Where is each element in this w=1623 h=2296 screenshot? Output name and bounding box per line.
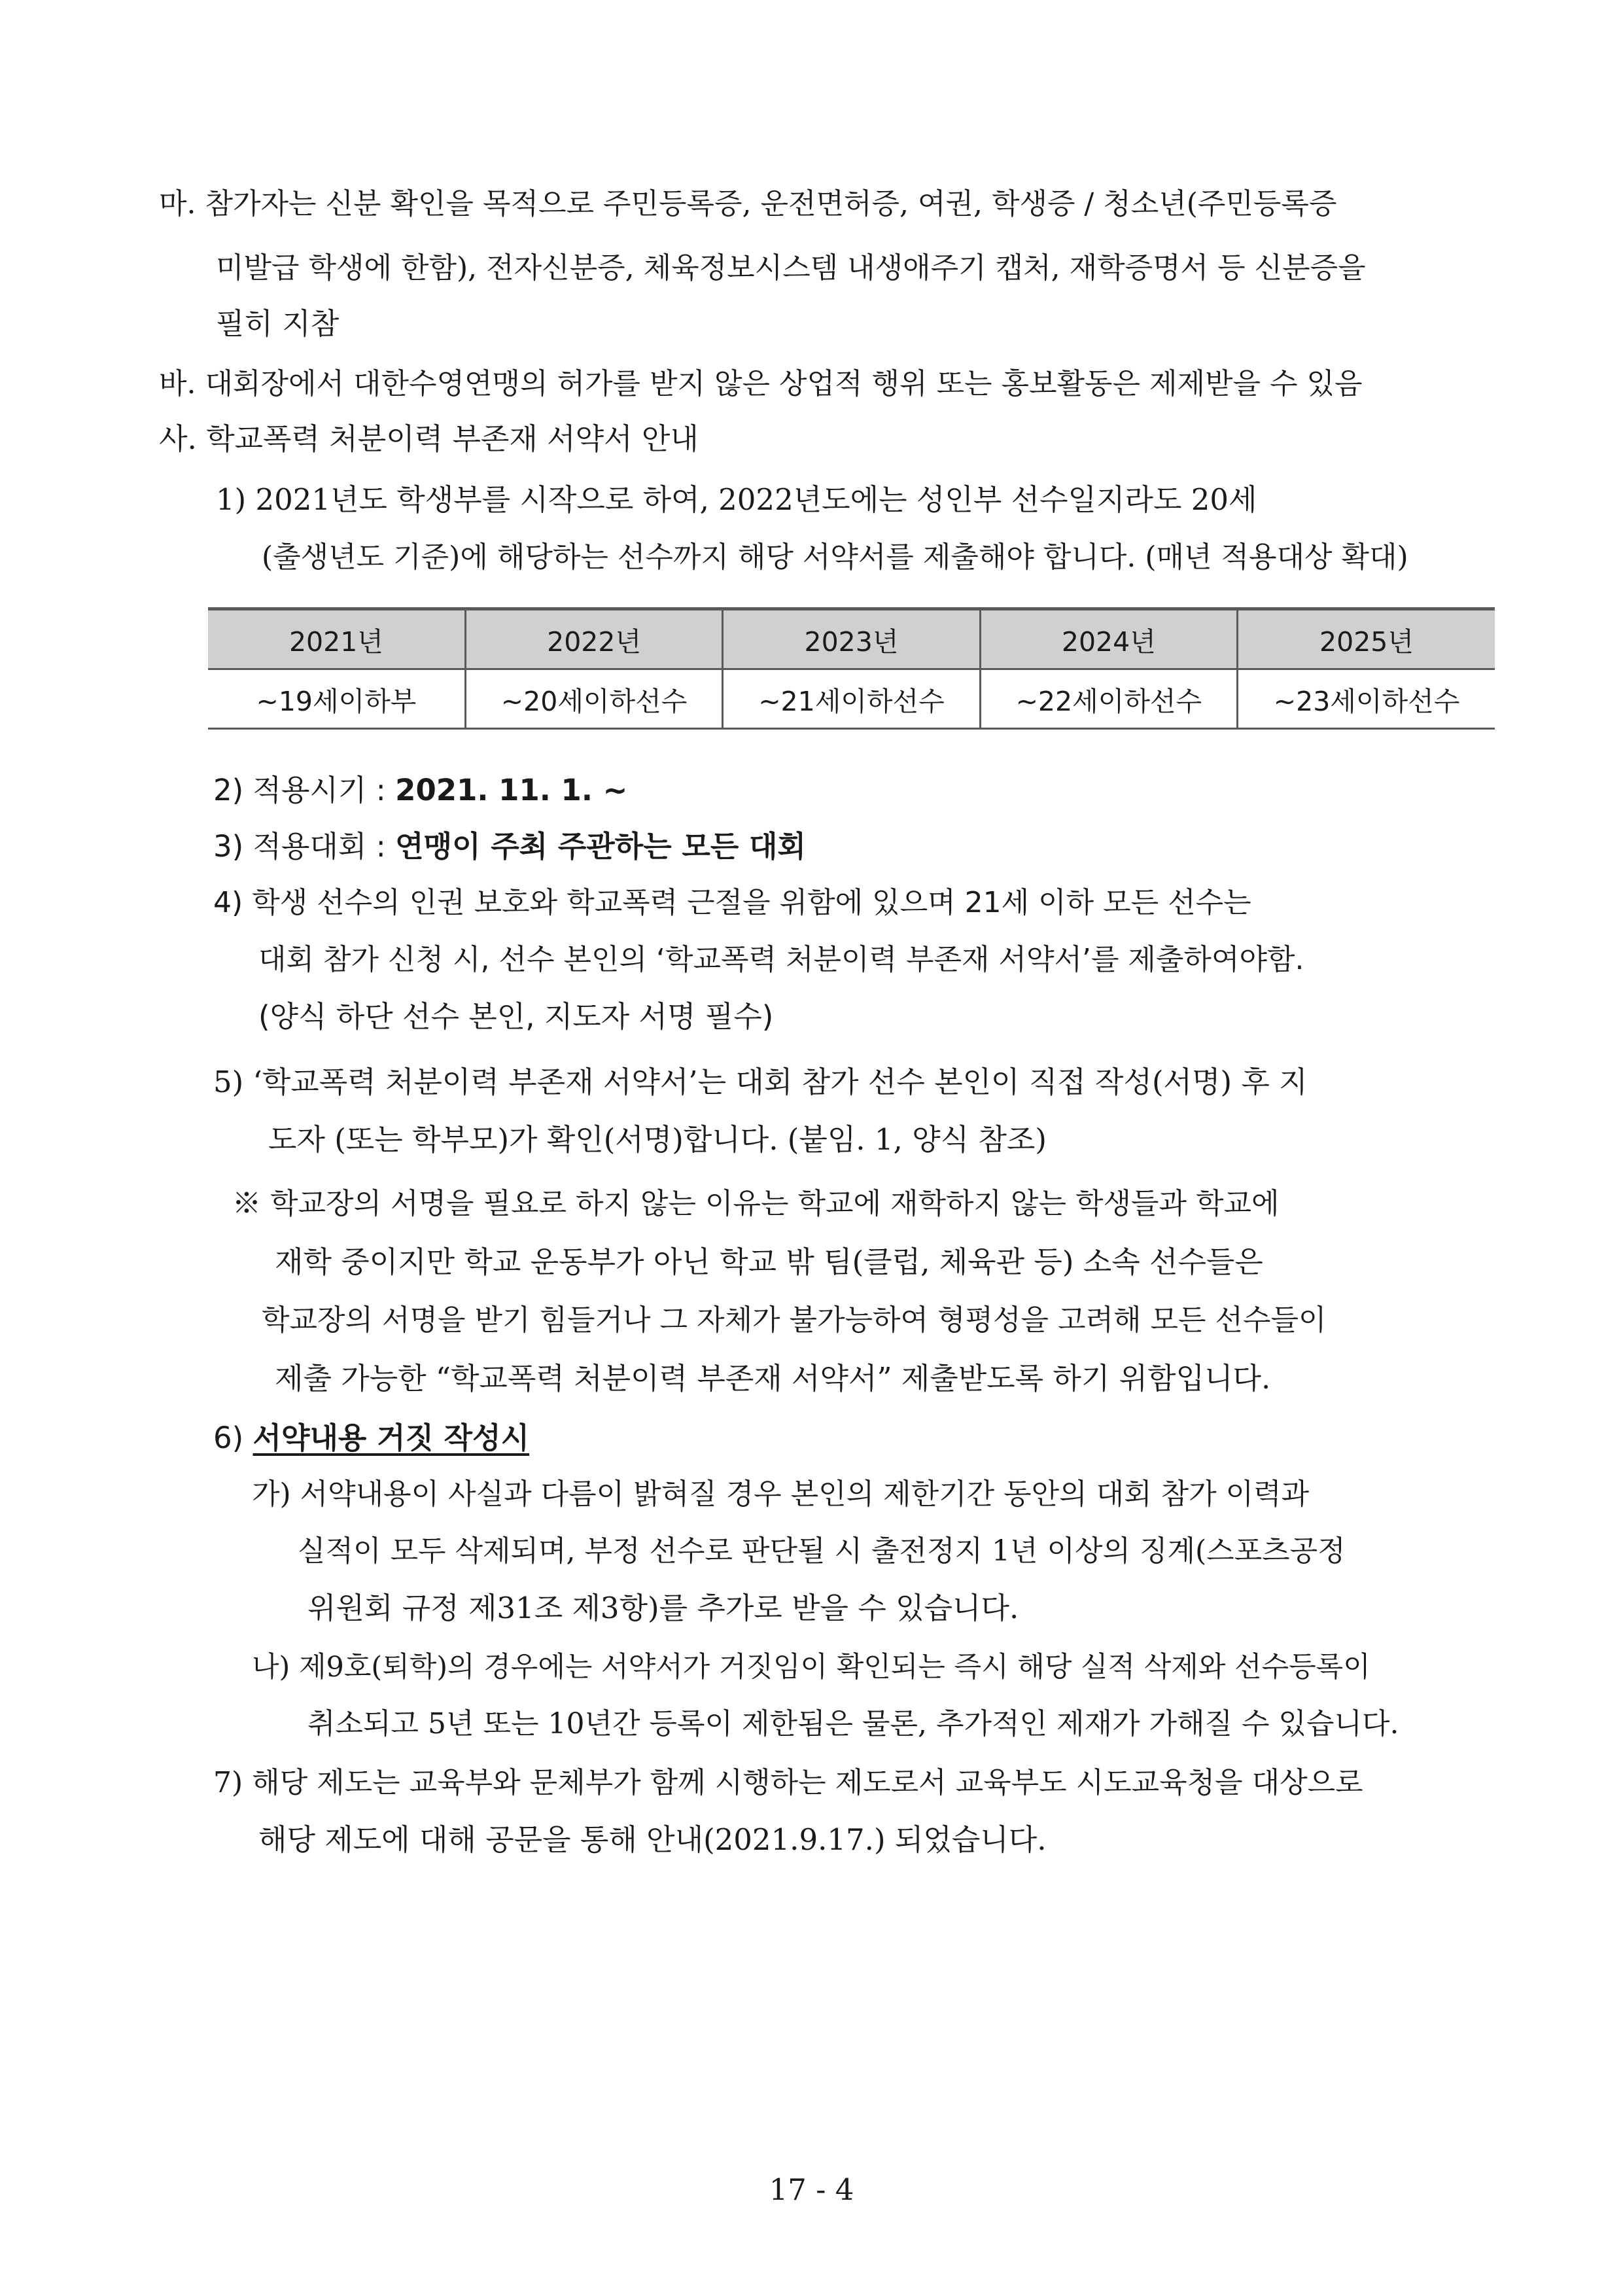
item-2	[213, 771, 627, 810]
table-cell: ~22세이하선수	[980, 669, 1237, 729]
note-line3: 학교장의 서명을 받기 힘들거나 그 자체가 불가능하여 형평성을 고려해 모든 선수들이	[262, 1303, 1327, 1337]
table-row	[208, 669, 1495, 729]
item-6-number: 6)	[213, 1421, 253, 1455]
item-5-line2: 도자 (또는 학부모)가 확인(서명)합니다. (붙임. 1, 양식 참조)	[268, 1122, 1047, 1157]
item-6-title: 서약내용 거짓 작성시	[253, 1421, 530, 1455]
table-cell: ~23세이하선수	[1238, 669, 1495, 729]
item-6-na-line1: 나) 제9호(퇴학)의 경우에는 서약서가 거짓임이 확인되는 즉시 해당 실적 삭제와 선수등록이	[252, 1651, 1370, 1684]
item-6-ga-line2: 실적이 모두 삭제되며, 부정 선수로 판단될 시 출전정지 1년 이상의 징계(스포츠공정	[298, 1534, 1346, 1568]
item-4-line2: 대회 참가 신청 시, 선수 본인의 ‘학교폭력 처분이력 부존재 서약서’를 제출하여야함.	[258, 943, 1304, 976]
item-2-label: 2) 적용시기 :	[213, 773, 396, 807]
section-ma-line2: 미발급 학생에 한함), 전자신분증, 체육정보시스템 내생애주기 캡처, 재학증명서 등 신분증을	[216, 251, 1366, 285]
table-cell: ~21세이하선수	[723, 669, 980, 729]
table-header-cell: 2025년	[1238, 609, 1495, 669]
item-7-line1: 7) 해당 제도는 교육부와 문체부가 함께 시행하는 제도로서 교육부도 시도교육청을 대상으로	[213, 1766, 1363, 1799]
table-header-cell: 2023년	[723, 609, 980, 669]
table-header-cell: 2022년	[465, 609, 722, 669]
item-3-value: 연맹이 주최 주관하는 모든 대회	[395, 829, 806, 864]
section-sa-title: 사. 학교폭력 처분이력 부존재 서약서 안내	[159, 421, 699, 456]
table-header-cell: 2024년	[980, 609, 1237, 669]
section-sa-item1-line1: 1) 2021년도 학생부를 시작으로 하여, 2022년도에는 성인부 선수일지라도 20세	[216, 482, 1257, 517]
page-number: 17 - 4	[769, 2172, 854, 2207]
item-6-ga-line1: 가) 서약내용이 사실과 다름이 밝혀질 경우 본인의 제한기간 동안의 대회 참가 이력과	[252, 1477, 1310, 1511]
age-eligibility-table	[208, 607, 1495, 730]
item-4-line1: 4) 학생 선수의 인권 보호와 학교폭력 근절을 위함에 있으며 21세 이하 모든 선수는	[213, 886, 1251, 919]
note-line1: ※ 학교장의 서명을 필요로 하지 않는 이유는 학교에 재학하지 않는 학생들과 학교에	[232, 1187, 1280, 1220]
table-header-cell: 2021년	[208, 609, 465, 669]
note-line4: 제출 가능한 “학교폭력 처분이력 부존재 서약서” 제출받도록 하기 위함입니다.	[275, 1361, 1271, 1396]
table-header-row	[208, 609, 1495, 669]
item-5-line1: 5) ‘학교폭력 처분이력 부존재 서약서’는 대회 참가 선수 본인이 직접 작성(서명) 후 지	[213, 1065, 1308, 1099]
item-6-heading	[213, 1419, 529, 1458]
item-3	[213, 827, 806, 866]
table-cell: ~20세이하선수	[465, 669, 722, 729]
section-ba: 바. 대회장에서 대한수영연맹의 허가를 받지 않은 상업적 행위 또는 홍보활동은 제제받을 수 있음	[159, 367, 1363, 400]
section-ma-line1: 마. 참가자는 신분 확인을 목적으로 주민등록증, 운전면허증, 여권, 학생증 / 청소년(주민등록증	[159, 187, 1337, 221]
item-7-line2: 해당 제도에 대해 공문을 통해 안내(2021.9.17.) 되었습니다.	[258, 1822, 1047, 1857]
section-sa-item1-line2: (출생년도 기준)에 해당하는 선수까지 해당 서약서를 제출해야 합니다. (매년 적용대상 확대)	[262, 540, 1408, 574]
item-6-na-line2: 취소되고 5년 또는 10년간 등록이 제한됨은 물론, 추가적인 제재가 가해질 수 있습니다.	[307, 1707, 1399, 1740]
item-4-line3: (양식 하단 선수 본인, 지도자 서명 필수)	[258, 999, 774, 1034]
item-3-label: 3) 적용대회 :	[213, 829, 396, 864]
item-2-value: 2021. 11. 1. ~	[395, 773, 628, 807]
item-6-ga-line3: 위원회 규정 제31조 제3항)를 추가로 받을 수 있습니다.	[307, 1591, 1019, 1625]
table-cell: ~19세이하부	[208, 669, 465, 729]
note-line2: 재학 중이지만 학교 운동부가 아닌 학교 밖 팀(클럽, 체육관 등) 소속 선수들은	[275, 1245, 1263, 1279]
section-ma-line3: 필히 지참	[216, 306, 340, 341]
